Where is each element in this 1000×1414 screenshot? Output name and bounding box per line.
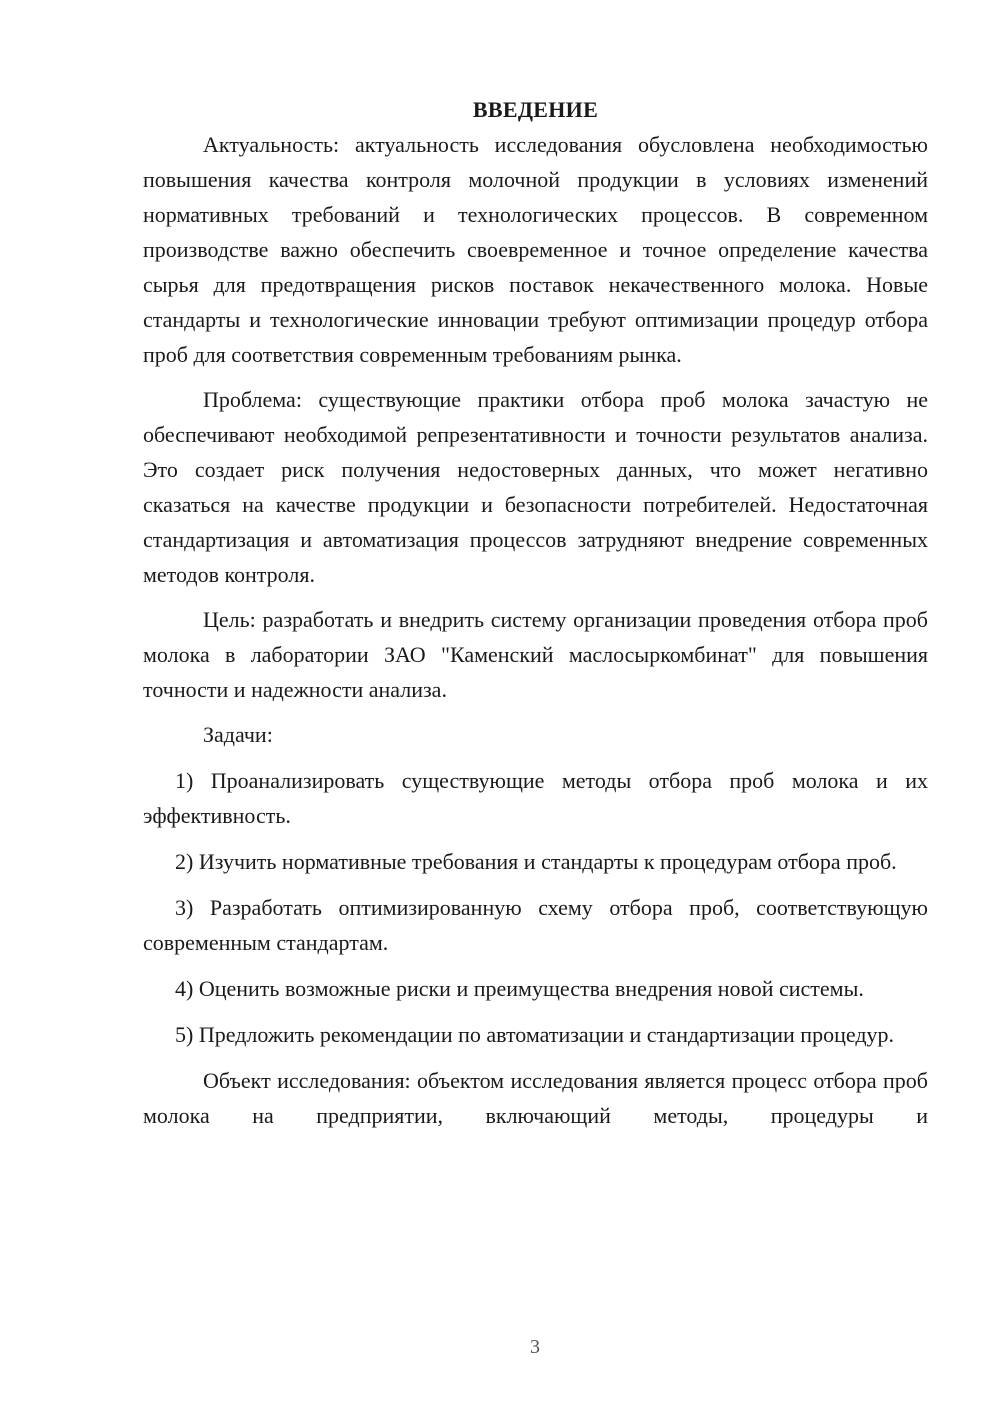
task-item-4: 4) Оценить возможные риски и преимущества внедрения новой системы. xyxy=(175,976,864,1001)
paragraph-goal: Цель: разработать и внедрить систему организации проведения отбора проб молока в лаборатории ЗАО "Каменский маслосыркомбинат" для повышения точности и надежности анализа. xyxy=(143,607,928,702)
task-item-3: 3) Разработать оптимизированную схему отбора проб, соответствующую современным стандартам. xyxy=(143,895,928,955)
paragraph-relevance: Актуальность: актуальность исследования обусловлена необходимостью повышения качества контроля молочной продукции в условиях изменений нормативных требований и технологических процессов. В современном производстве важно обеспечить своевременное и точное определение качества сырья для предотвращения рисков поставок некачественного молока. Новые стандарты и технологические инновации требуют оптимизации процедур отбора проб для соответствия современным требованиям рынка. xyxy=(143,132,928,367)
paragraph-problem: Проблема: существующие практики отбора проб молока зачастую не обеспечивают необходимой репрезентативности и точности результатов анализа. Это создает риск получения недостоверных данных, что может негативно сказаться на качестве продукции и безопасности потребителей. Недостаточная стандартизация и автоматизация процессов затрудняют внедрение современных методов контроля. xyxy=(143,387,928,587)
task-item-2: 2) Изучить нормативные требования и стандарты к процедурам отбора проб. xyxy=(175,849,897,874)
task-item-1: 1) Проанализировать существующие методы отбора проб молока и их эффективность. xyxy=(143,768,928,828)
page-number: 3 xyxy=(530,1336,540,1358)
task-item-5: 5) Предложить рекомендации по автоматизации и стандартизации процедур. xyxy=(175,1022,895,1047)
tasks-label: Задачи: xyxy=(203,722,273,747)
page-title: ВВЕДЕНИЕ xyxy=(472,97,599,122)
document-page xyxy=(143,92,928,1133)
paragraph-object: Объект исследования: объектом исследования является процесс отбора проб молока на предприятии, включающий методы, процедуры и xyxy=(143,1068,928,1128)
